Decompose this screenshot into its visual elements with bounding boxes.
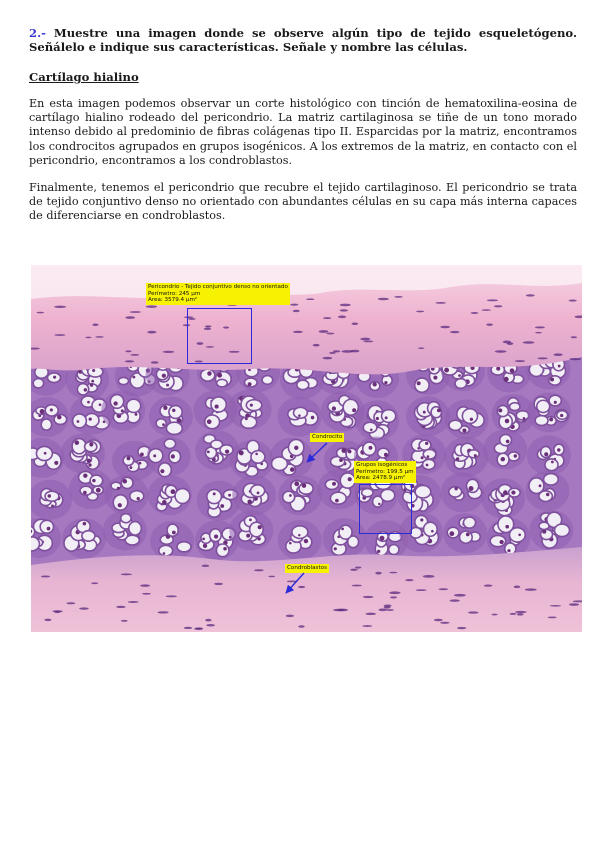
perichondrium-label-area: Area: 3579.4 μm² [148, 297, 198, 304]
isogenic-group-label-title: Grupos isogénicos [356, 462, 408, 468]
question-text [29, 26, 577, 54]
perichondrium-label-perimeter: Perímetro: 245 μm [148, 290, 201, 297]
paragraph-perichondrium: Finalmente, tenemos el pericondrio que recubre el tejido cartilaginoso. El pericondrio se trata de tejido conjuntivo denso no orientado con abundantes células en su capa más interna capaces de diferenciarse en condroblastos. [29, 181, 577, 223]
perichondrium-label-title: Pericondrio - Tejido conjuntivo denso no orientado [148, 284, 288, 290]
isogenic-group-label-area: Area: 2478.9 μm² [356, 475, 406, 482]
annotation-arrows [31, 265, 582, 632]
chondroblast-label-title: Condroblastos [287, 565, 328, 571]
chondrocyte-label-title: Condrocito [312, 434, 343, 440]
question-body: Muestre una imagen donde se observe algún tipo de tejido esqueletógeno. Señálelo e indique sus características. Señale y nombre las células. [29, 26, 577, 54]
chondroblast-arrow [286, 573, 304, 593]
isogenic-group-label-perimeter: Perímetro: 199.5 μm [356, 468, 414, 475]
micrograph-figure [31, 265, 582, 632]
paragraph-description: En esta imagen podemos observar un corte histológico con tinción de hematoxilina-eosina de cartílago hialino rodeado del pericondrio. La matriz cartilaginosa se tiñe de un tono morado intenso debido al predominio de fibras colágenas tipo II. Esparcidas por la matriz, encontramos los condrocitos agrupados en grupos isogénicos. A los extremos de la matriz, en contacto con el pericondrio, encontramos a los condroblastos. [29, 97, 577, 167]
question-number: 2.- [29, 26, 46, 40]
section-title: Cartílago hialino [29, 70, 139, 84]
chondrocyte-arrow [307, 443, 327, 462]
